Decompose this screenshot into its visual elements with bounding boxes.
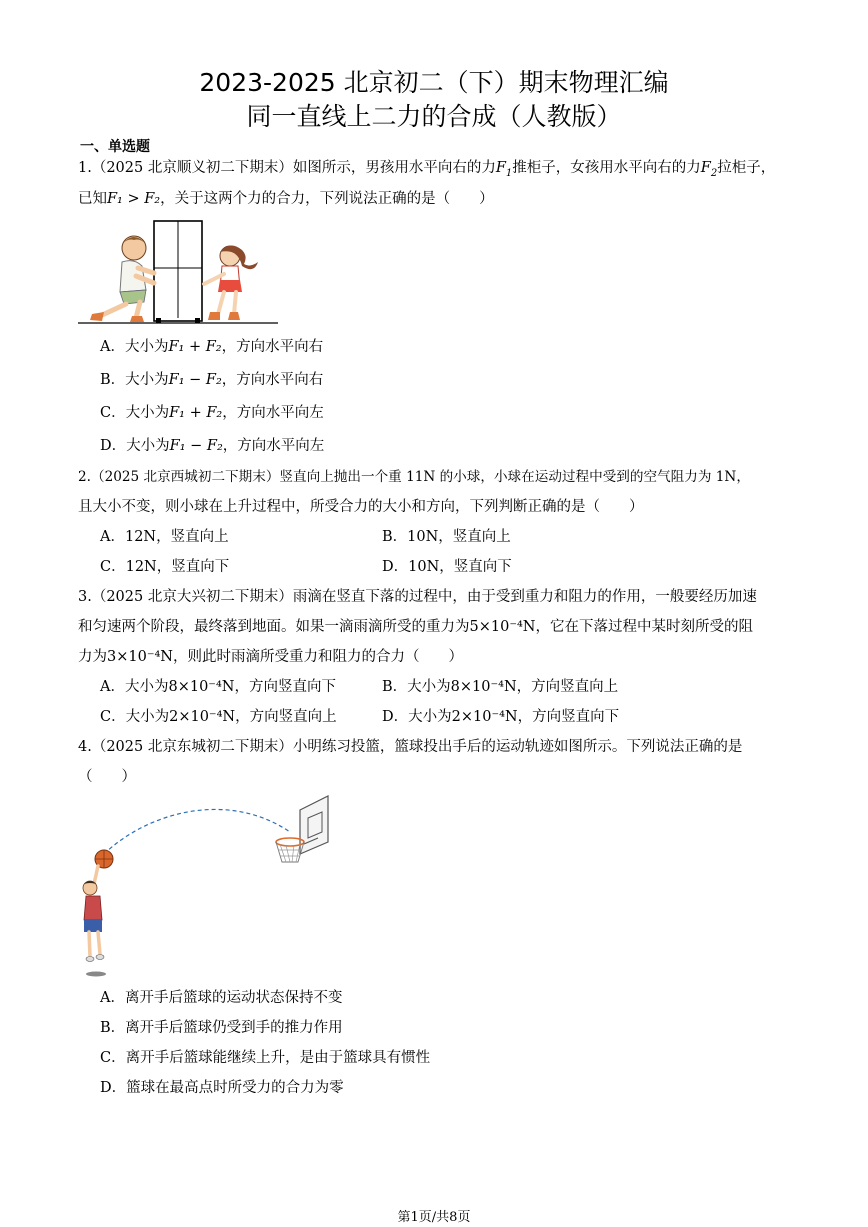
q1-stem-line2	[78, 189, 494, 209]
q1-text-b: 推柜子，女孩用水平向右的力	[512, 160, 701, 176]
q2-option-a[interactable]: A．12N，竖直向上	[100, 529, 229, 545]
q1-text-d: 已知	[78, 191, 107, 207]
q1-option-d[interactable]: D．大小为F₁ − F₂，方向水平向左	[100, 438, 325, 454]
q2-stem-line2: 且大小不变，则小球在上升过程中，所受合力的大小和方向，下列判断正确的是（ ）	[78, 499, 644, 515]
q1-stem-line1	[78, 158, 775, 184]
q3-option-d[interactable]: D．大小为2×10⁻⁴N，方向竖直向下	[382, 709, 620, 725]
q4-stem-line1: 4.（2025 北京东城初二下期末）小明练习投篮，篮球投出手后的运动轨迹如图所示。下列说法正确的是	[78, 739, 743, 755]
q4-option-c[interactable]: C．离开手后篮球能继续上升，是由于篮球具有惯性	[100, 1050, 431, 1066]
q4-figure-basketball-trajectory	[78, 792, 338, 982]
q4-option-a[interactable]: A．离开手后篮球的运动状态保持不变	[100, 990, 343, 1006]
q1-option-a[interactable]: A．大小为F₁ + F₂，方向水平向右	[100, 339, 324, 355]
q3-stem-line2: 和匀速两个阶段，最终落到地面。如果一滴雨滴所受的重力为5×10⁻⁴N，它在下落过程中某时刻所受的阻	[78, 619, 753, 635]
q1-figure-boy-girl-cabinet	[78, 218, 283, 328]
q1-f2: $F_2$	[700, 160, 718, 179]
section-heading: 一、单选题	[80, 139, 150, 155]
q4-stem-line2: （ ）	[78, 769, 136, 785]
q3-stem-line3: 力为3×10⁻⁴N，则此时雨滴所受重力和阻力的合力（ ）	[78, 649, 463, 665]
q4-option-b[interactable]: B．离开手后篮球仍受到手的推力作用	[100, 1020, 343, 1036]
q4-option-d[interactable]: D．篮球在最高点时所受力的合力为零	[100, 1080, 344, 1096]
page-title: 2023-2025 北京初二（下）期末物理汇编	[199, 68, 669, 97]
q2-option-c[interactable]: C．12N，竖直向下	[100, 559, 230, 575]
q1-option-b[interactable]: B．大小为F₁ − F₂，方向水平向右	[100, 372, 324, 388]
q3-option-b[interactable]: B．大小为8×10⁻⁴N，方向竖直向上	[382, 679, 619, 695]
q2-stem-line1: 2.（2025 北京西城初二下期末）竖直向上抛出一个重 11N 的小球，小球在运动过程中受到的空气阻力为 1N，	[78, 469, 750, 485]
q1-text-a: 1.（2025 北京顺义初二下期末）如图所示，男孩用水平向右的力	[78, 160, 496, 176]
q3-option-a[interactable]: A．大小为8×10⁻⁴N，方向竖直向下	[100, 679, 336, 695]
q3-option-c[interactable]: C．大小为2×10⁻⁴N，方向竖直向上	[100, 709, 337, 725]
q1-condition: F₁ > F₂	[107, 191, 161, 207]
page-footer: 第1页/共8页	[397, 1210, 471, 1225]
q1-text-e: ，关于这两个力的合力，下列说法正确的是（ ）	[160, 191, 494, 207]
page-subtitle: 同一直线上二力的合成（人教版）	[246, 102, 622, 131]
q1-option-c[interactable]: C．大小为F₁ + F₂，方向水平向左	[100, 405, 324, 421]
q2-option-b[interactable]: B．10N，竖直向上	[382, 529, 511, 545]
q2-option-d[interactable]: D．10N，竖直向下	[382, 559, 512, 575]
q1-text-c: 拉柜子，	[717, 160, 776, 176]
q1-f1: $F_1$	[495, 160, 513, 179]
q3-stem-line1: 3.（2025 北京大兴初二下期末）雨滴在竖直下落的过程中，由于受到重力和阻力的作用，一般要经历加速	[78, 589, 757, 605]
